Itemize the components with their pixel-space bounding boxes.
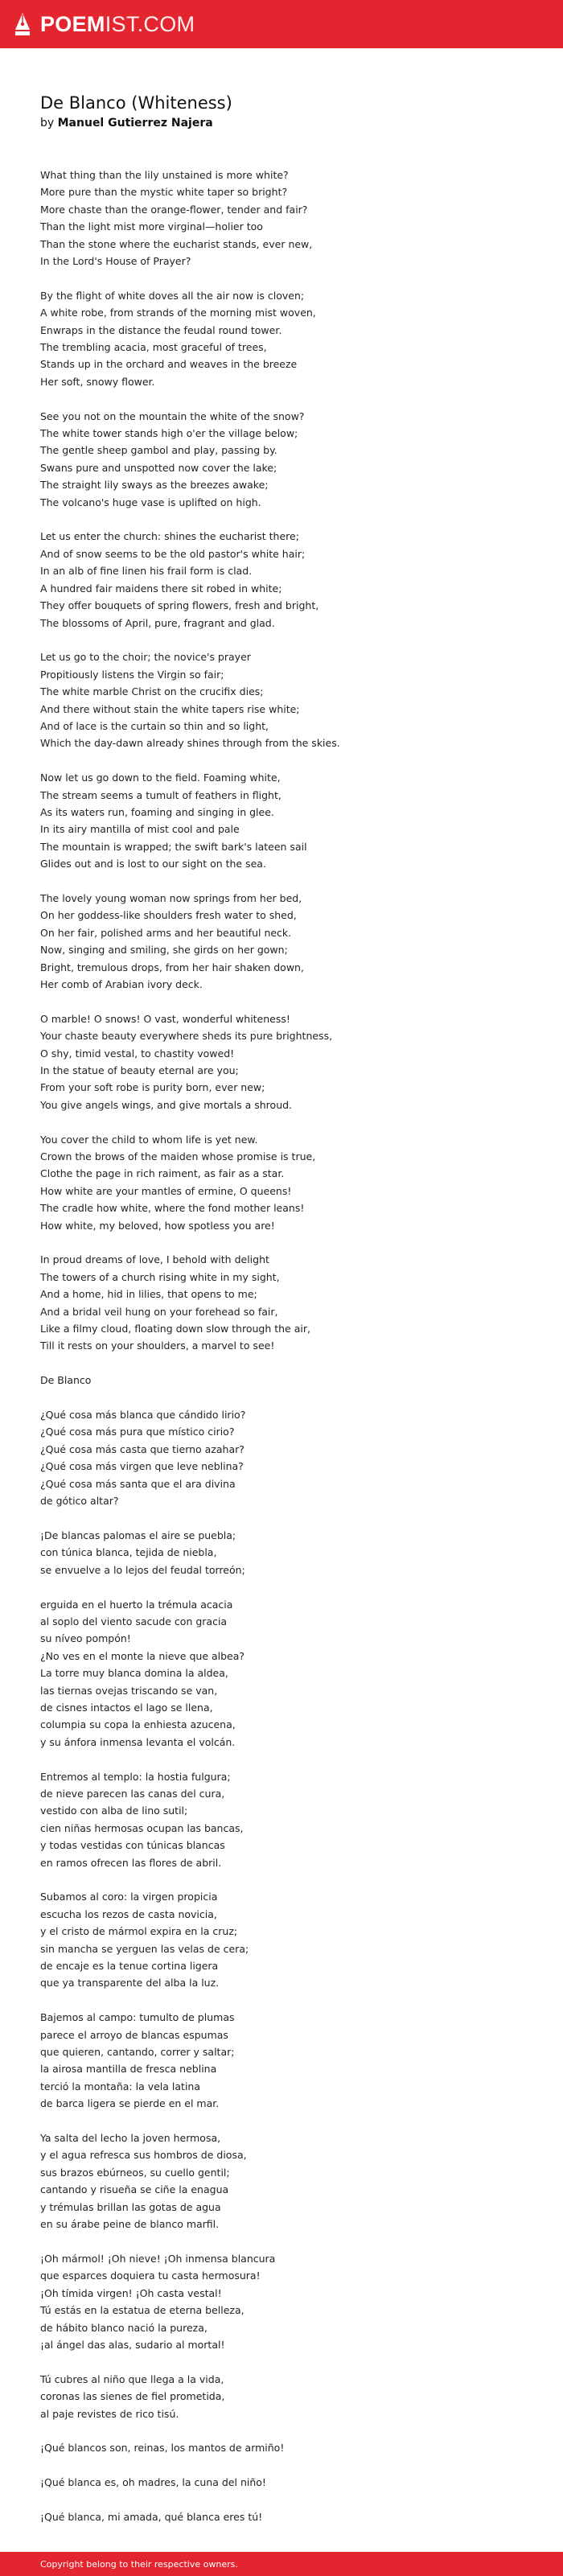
stanza (40, 1888, 523, 1991)
site-footer (0, 2552, 563, 2576)
poem-line: cantando y risueña se ciñe la enagua (40, 2183, 229, 2196)
poem-line: And of snow seems to be the old pastor's white hair; (40, 547, 306, 560)
poem-line: In an alb of fine linen his frail form is clad. (40, 565, 253, 578)
poem-line: Bright, tremulous drops, from her hair shaken down, (40, 961, 304, 973)
poem-line: Ya salta del lecho la joven hermosa, (40, 2132, 221, 2145)
logo-text-bold: POEM (40, 11, 105, 36)
poem-line: Entremos al templo: la hostia fulgura; (40, 1770, 231, 1783)
poem-line: en ramos ofrecen las flores de abril. (40, 1856, 222, 1869)
poem-line: Like a filmy cloud, floating down slow through the air, (40, 1323, 310, 1335)
poem-line: Than the stone where the eucharist stands, ever new, (40, 237, 313, 250)
poem-line: con túnica blanca, tejida de niebla, (40, 1546, 217, 1559)
poem-title: De Blanco (Whiteness) (40, 93, 232, 113)
poem-line: The trembling acacia, most graceful of trees, (40, 341, 267, 354)
poem-line: sin mancha se yerguen las velas de cera; (40, 1942, 249, 1955)
poem-line: que quieren, cantando, correr y saltar; (40, 2046, 235, 2059)
poem-line: se envuelve a lo lejos del feudal torreón; (40, 1563, 245, 1576)
poem-line: la airosa mantilla de fresca neblina (40, 2063, 217, 2076)
poem-line: ¡De blancas palomas el aire se puebla; (40, 1529, 236, 1541)
poem-line: Now, singing and smiling, she girds on her gown; (40, 944, 288, 957)
poem-line: And there without stain the white tapers rise white; (40, 702, 300, 715)
poem-line: escucha los rezos de casta novicia, (40, 1907, 217, 1920)
poem-line: And of lace is the curtain so thin and so light, (40, 719, 269, 732)
poem-line: Stands up in the orchard and weaves in the breeze (40, 358, 298, 371)
copyright-text: Copyright belong to their respective owners. (40, 2558, 238, 2570)
poem-line: O marble! O snows! O vast, wonderful whiteness! (40, 1012, 290, 1025)
poem-line: en su árabe peine de blanco marfil. (40, 2218, 220, 2231)
poem-line: On her fair, polished arms and her beautiful neck. (40, 926, 292, 939)
poem-line: The straight lily sways as the breezes awake; (40, 479, 269, 492)
poem-line: ¿Qué cosa más pura que místico cirio? (40, 1426, 235, 1438)
poem-line: The cradle how white, where the fond mother leans! (40, 1202, 305, 1215)
poem-line: erguida en el huerto la trémula acacia (40, 1598, 233, 1611)
poem-line: A white robe, from strands of the morning mist woven, (40, 307, 316, 319)
poem-line: See you not on the mountain the white of the snow? (40, 409, 305, 422)
poem-line: Than the light mist more virginal—holier too (40, 220, 263, 233)
poem-line: y el agua refresca sus hombros de diosa, (40, 2149, 247, 2162)
poem-line: What thing than the lily unstained is more white? (40, 169, 289, 181)
poem-line: columpia su copa la enhiesta azucena, (40, 1718, 236, 1731)
logo-text-light: IST.COM (105, 11, 195, 36)
poem-line: coronas las sienes de fiel prometida, (40, 2390, 225, 2403)
poem-line: Clothe the page in rich raiment, as fair as a star. (40, 1167, 285, 1180)
poem-content (40, 93, 523, 2543)
poem-line: Enwraps in the distance the feudal round tower. (40, 323, 282, 336)
poem-line: que ya transparente del alba la luz. (40, 1977, 220, 1990)
poem-line: In the Lord's House of Prayer? (40, 255, 191, 268)
poem-line: The gentle sheep gambol and play, passing by. (40, 444, 277, 457)
poem-line: Swans pure and unspotted now cover the lake; (40, 461, 277, 474)
poem-line: Propitiously listens the Virgin so fair; (40, 668, 224, 681)
poem-line: Which the day-dawn already shines through from the skies. (40, 737, 340, 750)
stanza (40, 1596, 523, 1751)
poem-line: de cisnes intactos el lago se llena, (40, 1701, 213, 1714)
poem-line: How white, my beloved, how spotless you are! (40, 1219, 275, 1232)
stanza (40, 1527, 523, 1578)
poem-line: terció la montaña: la vela latina (40, 2080, 200, 2092)
stanza (40, 2130, 523, 2232)
poem-line: y todas vestidas con túnicas blancas (40, 1839, 225, 1852)
poem-line: cien niñas hermosas ocupan las bancas, (40, 1821, 244, 1834)
stanza (40, 167, 523, 270)
poem-line: From your soft robe is purity born, ever new; (40, 1081, 265, 1094)
stanza (40, 1406, 523, 1509)
poem-line: de nieve parecen las canas del cura, (40, 1787, 225, 1800)
poem-line: ¿Qué cosa más santa que el ara divina (40, 1477, 236, 1490)
poem-line: By the flight of white doves all the air now is cloven; (40, 289, 305, 302)
site-logo-link[interactable] (40, 11, 195, 36)
poem-line: A hundred fair maidens there sit robed in white; (40, 582, 282, 595)
poem-line: ¡Oh mármol! ¡Oh nieve! ¡Oh inmensa blancura (40, 2252, 276, 2265)
poem-line: y el cristo de mármol expira en la cruz; (40, 1925, 238, 1938)
poem-line: Bajemos al campo: tumulto de plumas (40, 2011, 235, 2024)
poem-line: The volcano's huge vase is uplifted on high. (40, 496, 261, 508)
poem-line: The lovely young woman now springs from her bed, (40, 891, 302, 904)
poem-line: The blossoms of April, pure, fragrant and glad. (40, 616, 275, 629)
poem-line: las tiernas ovejas triscando se van, (40, 1684, 218, 1697)
poem-line: y su ánfora inmensa levanta el volcán. (40, 1735, 236, 1748)
poem-line: Her comb of Arabian ivory deck. (40, 978, 203, 990)
poem-line: Her soft, snowy flower. (40, 375, 155, 388)
stanza (40, 1372, 523, 1389)
poem-line: In proud dreams of love, I behold with delight (40, 1253, 269, 1266)
stanza (40, 890, 523, 993)
stanza (40, 408, 523, 511)
poem-line: ¡Qué blanca, mi amada, qué blanca eres tú! (40, 2510, 263, 2523)
poem-line: On her goddess-like shoulders fresh water to shed, (40, 909, 297, 922)
poem-line: O shy, timid vestal, to chastity vowed! (40, 1047, 235, 1060)
poem-line: De Blanco (40, 1374, 92, 1387)
poem-line: Let us enter the church: shines the eucharist there; (40, 530, 299, 543)
byline-label: by (40, 117, 55, 130)
poem-line: The white marble Christ on the crucifix dies; (40, 685, 264, 698)
poem-line: Your chaste beauty everywhere sheds its pure brightness, (40, 1030, 333, 1043)
poem-line: sus brazos ebúrneos, su cuello gentil; (40, 2166, 230, 2179)
poem-line: y trémulas brillan las gotas de agua (40, 2200, 221, 2213)
stanza (40, 287, 523, 390)
poem-line: In its airy mantilla of mist cool and pale (40, 823, 240, 836)
poem-line: Crown the brows of the maiden whose promise is true, (40, 1150, 316, 1163)
pen-nib-icon (14, 12, 31, 36)
poem-body (40, 167, 523, 2525)
poem-line: The stream seems a tumult of feathers in flight, (40, 788, 282, 801)
poem-line: Tú cubres al niño que llega a la vida, (40, 2372, 224, 2385)
poem-line: And a home, hid in lilies, that opens to me; (40, 1288, 257, 1301)
stanza (40, 2009, 523, 2112)
stanza (40, 2250, 523, 2353)
poem-line: Subamos al coro: la virgen propicia (40, 1891, 218, 1903)
poem-line: ¿Qué cosa más blanca que cándido lirio? (40, 1409, 246, 1422)
stanza (40, 2474, 523, 2491)
poem-line: You give angels wings, and give mortals a shroud. (40, 1098, 293, 1111)
poem-line: As its waters run, foaming and singing in glee. (40, 805, 274, 818)
author-link[interactable]: Manuel Gutierrez Najera (57, 117, 213, 130)
poem-line: que esparces doquiera tu casta hermosura! (40, 2269, 261, 2282)
poem-line: ¿Qué cosa más virgen que leve neblina? (40, 1460, 244, 1473)
stanza (40, 1251, 523, 1354)
poem-line: su níveo pompón! (40, 1632, 131, 1645)
poem-line: And a bridal veil hung on your forehead so fair, (40, 1305, 278, 1318)
stanza (40, 2371, 523, 2422)
poem-line: La torre muy blanca domina la aldea, (40, 1667, 228, 1680)
poem-line: More chaste than the orange-flower, tender and fair? (40, 203, 308, 216)
poem-line: ¡Oh tímida virgen! ¡Oh casta vestal! (40, 2286, 222, 2299)
poem-line: vestido con alba de lino sutil; (40, 1804, 188, 1817)
poem-line: ¿No ves en el monte la nieve que albea? (40, 1649, 245, 1662)
poem-line: Tú estás en la estatua de eterna belleza, (40, 2304, 245, 2317)
poem-line: al paje revistes de rico tisú. (40, 2407, 179, 2420)
poem-line: You cover the child to whom life is yet new. (40, 1133, 258, 1146)
stanza (40, 648, 523, 751)
stanza (40, 2439, 523, 2456)
poem-line: How white are your mantles of ermine, O queens! (40, 1184, 292, 1197)
site-header (0, 0, 563, 48)
stanza (40, 769, 523, 872)
poem-line: ¿Qué cosa más casta que tierno azahar? (40, 1442, 245, 1455)
poem-line: de encaje es la tenue cortina ligera (40, 1960, 219, 1973)
poem-line: ¡al ángel das alas, sudario al mortal! (40, 2338, 225, 2351)
stanza (40, 1131, 523, 1234)
poem-line: The towers of a church rising white in my sight, (40, 1270, 280, 1283)
poem-line: al soplo del viento sacude con gracia (40, 1615, 228, 1627)
stanza (40, 2508, 523, 2525)
poem-line: More pure than the mystic white taper so bright? (40, 186, 288, 199)
poem-line: Now let us go down to the field. Foaming white, (40, 772, 281, 784)
poem-line: In the statue of beauty eternal are you; (40, 1064, 239, 1077)
poem-line: The white tower stands high o'er the village below; (40, 427, 298, 440)
byline (40, 115, 523, 131)
poem-line: Let us go to the choir; the novice's prayer (40, 651, 251, 664)
poem-line: ¡Qué blanca es, oh madres, la cuna del niño! (40, 2476, 266, 2489)
poem-line: ¡Qué blancos son, reinas, los mantos de armiño! (40, 2442, 285, 2455)
poem-line: They offer bouquets of spring flowers, fresh and bright, (40, 599, 319, 612)
stanza (40, 528, 523, 631)
stanza (40, 1010, 523, 1113)
poem-line: de barca ligera se pierde en el mar. (40, 2097, 220, 2110)
poem-line: Till it rests on your shoulders, a marvel to see! (40, 1339, 275, 1352)
poem-line: de gótico altar? (40, 1495, 119, 1508)
poem-line: parece el arroyo de blancas espumas (40, 2028, 228, 2041)
stanza (40, 1768, 523, 1871)
poem-line: The mountain is wrapped; the swift bark's lateen sail (40, 840, 307, 853)
poem-line: Glides out and is lost to our sight on the sea. (40, 858, 266, 870)
poem-line: de hábito blanco nació la pureza, (40, 2321, 208, 2334)
